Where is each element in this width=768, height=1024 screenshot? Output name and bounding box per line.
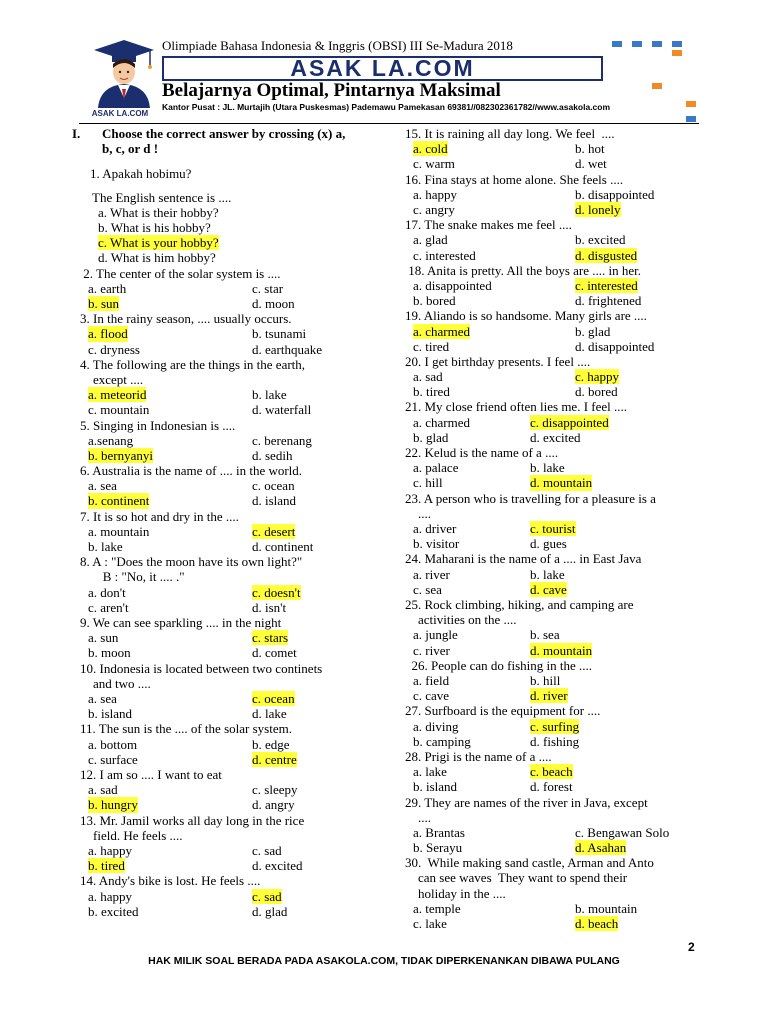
answer-option-row [405, 688, 705, 703]
answer-option: d. frightened [575, 293, 642, 309]
answer-option: c. Bengawan Solo [575, 824, 670, 840]
answer-option-row [405, 156, 705, 171]
answer-option: d. excited [252, 858, 303, 874]
brand-name: ASAK LA.COM [290, 55, 475, 81]
question-list [80, 156, 380, 918]
answer-option: a. jungle [413, 627, 458, 643]
answer-option: a. sun [88, 630, 119, 646]
question-item [405, 172, 705, 218]
question-text: 18. Anita is pretty. All the boys are .... in her. [405, 262, 642, 278]
answer-option: c. river [413, 642, 450, 658]
answer-option: b. tired [413, 384, 450, 400]
answer-option: b. bored [413, 293, 456, 309]
answer-option-row [90, 220, 380, 235]
answer-option: d. comet [252, 645, 297, 661]
answer-option: b. excited [575, 232, 626, 248]
answer-option-row [405, 627, 705, 642]
answer-option: b. Serayu [413, 840, 463, 856]
question-item [405, 354, 705, 400]
answer-option: d. excited [530, 429, 581, 445]
answer-option: c. lake [413, 916, 447, 932]
question-item [405, 658, 705, 704]
answer-option: c. cave [413, 688, 450, 704]
answer-option: b. glad [413, 429, 449, 445]
answer-option-row [405, 460, 705, 475]
answer-option-row [405, 567, 705, 582]
answer-option-row [405, 248, 705, 263]
question-item [80, 767, 380, 813]
question-text: can see waves They want to spend their [405, 870, 628, 886]
answer-option-row [80, 281, 380, 296]
question-item [80, 311, 380, 357]
answer-option: b. mountain [575, 900, 638, 916]
answer-option-correct: b. tired [88, 858, 125, 874]
question-item [405, 399, 705, 445]
answer-option: b. lake [530, 566, 565, 582]
question-text: 16. Fina stays at home alone. She feels .... [405, 171, 624, 187]
answer-option: a. sea [88, 478, 117, 494]
question-item [80, 615, 380, 661]
answer-option-correct: a. flood [88, 326, 128, 342]
answer-option-correct: d. mountain [530, 642, 593, 658]
answer-option: a. palace [413, 460, 459, 476]
answer-option-row [80, 904, 380, 919]
answer-option-row [80, 645, 380, 660]
answer-option: b. What is his hobby? [98, 220, 211, 235]
answer-option-row [80, 493, 380, 508]
answer-option: c. hill [413, 475, 443, 491]
question-text: 12. I am so .... I want to eat [80, 766, 222, 782]
question-item [405, 217, 705, 263]
question-text: .... [405, 505, 431, 521]
answer-option-row [80, 478, 380, 493]
question-text: activities on the .... [405, 612, 517, 628]
answer-option: a. happy [413, 186, 458, 202]
question-text: 29. They are names of the river in Java, except [405, 794, 648, 810]
answer-option-correct: d. Asahan [575, 840, 627, 856]
question-text: 21. My close friend often lies me. I feel .... [405, 399, 628, 415]
question-item [80, 661, 380, 722]
answer-option-row [80, 342, 380, 357]
answer-option-row [80, 752, 380, 767]
answer-option: a. What is their hobby? [98, 204, 219, 220]
answer-option: b. hill [530, 672, 561, 688]
answer-option: a. bottom [88, 736, 138, 752]
question-text: 1. Apakah hobimu? [90, 166, 192, 182]
answer-option: d. waterfall [252, 402, 312, 418]
answer-option-row [405, 673, 705, 688]
question-text: 3. In the rainy season, .... usually occurs. [80, 311, 292, 327]
answer-option-correct: b. continent [88, 493, 150, 509]
question-text: 22. Kelud is the name of a .... [405, 445, 559, 461]
decor-square-icon [686, 116, 696, 122]
question-text: B : "No, it .... ." [80, 569, 185, 585]
answer-option-row [405, 293, 705, 308]
question-item [80, 873, 380, 919]
page-number: 2 [688, 940, 695, 954]
answer-option-row [405, 232, 705, 247]
answer-option-correct: a. cold [413, 141, 448, 157]
answer-option: c. ocean [252, 478, 295, 494]
answer-option-row [80, 737, 380, 752]
answer-option: a. sea [88, 691, 117, 706]
answer-option-row [405, 779, 705, 794]
answer-option-row [90, 235, 380, 250]
question-text: 7. It is so hot and dry in the .... [80, 508, 239, 524]
tagline: Belajarnya Optimal, Pintarnya Maksimal [162, 80, 501, 101]
question-text: 25. Rock climbing, hiking, and camping are [405, 596, 634, 612]
question-item [405, 263, 705, 309]
question-item [405, 491, 705, 552]
question-item [80, 721, 380, 767]
instructions [72, 126, 380, 157]
answer-option-row [80, 448, 380, 463]
answer-option-correct: c. beach [530, 764, 573, 780]
answer-option-row [405, 369, 705, 384]
question-text: 23. A person who is travelling for a pleasure is a [405, 490, 656, 506]
answer-option-row [80, 600, 380, 615]
decor-square-icon [672, 50, 682, 56]
question-item [405, 308, 705, 354]
answer-option-row [80, 706, 380, 721]
answer-option-correct: c. desert [252, 523, 296, 539]
answer-option-row [80, 524, 380, 539]
answer-option-row [405, 187, 705, 202]
brand-banner [162, 56, 603, 81]
answer-option: b. edge [252, 736, 290, 752]
answer-option-correct: d. beach [575, 916, 619, 932]
answer-option-correct: b. bernyanyi [88, 447, 153, 463]
answer-option: a.senang [88, 432, 134, 448]
question-text: 28. Prigi is the name of a .... [405, 748, 552, 764]
answer-option-row [80, 843, 380, 858]
answer-option: c. interested [413, 247, 476, 263]
question-text: 20. I get birthday presents. I feel .... [405, 353, 591, 369]
question-item [80, 813, 380, 874]
office-address: Kantor Pusat : JL. Murtajih (Utara Puskesmas) Pademawu Pamekasan 69381//082302361782//www.asakola.com [162, 102, 611, 112]
instruction-line: Choose the correct answer by crossing (x) a, [102, 126, 346, 141]
question-text: 5. Singing in Indonesian is .... [80, 417, 236, 433]
answer-option-correct: d. mountain [530, 475, 593, 491]
answer-option-row [405, 415, 705, 430]
decor-square-icon [632, 41, 642, 47]
question-item [405, 551, 705, 597]
answer-option-correct: c. sad [252, 888, 282, 904]
question-text: The English sentence is .... [92, 189, 232, 205]
answer-option: d. wet [575, 156, 607, 172]
answer-option-correct: c. ocean [252, 691, 295, 706]
footer-notice: HAK MILIK SOAL BERADA PADA ASAKOLA.COM, TIDAK DIPERKENANKAN DIBAWA PULANG [148, 955, 620, 967]
answer-option: c. angry [413, 201, 455, 217]
question-item [80, 554, 380, 615]
answer-option: c. mountain [88, 402, 150, 418]
section-number: I. [72, 126, 81, 141]
answer-option-row [80, 539, 380, 554]
answer-option-row [405, 916, 705, 931]
event-title: Olimpiade Bahasa Indonesia & Inggris (OBSI) III Se-Madura 2018 [162, 38, 513, 53]
answer-option-row [405, 278, 705, 293]
answer-option: b. hot [575, 141, 605, 157]
questions-left-column [72, 126, 380, 919]
question-text: 26. People can do fishing in the .... [405, 657, 593, 673]
question-item [405, 795, 705, 856]
answer-option-row [405, 825, 705, 840]
answer-option-row [80, 782, 380, 797]
question-item [80, 509, 380, 555]
answer-option: c. sleepy [252, 782, 298, 798]
answer-option-correct: b. sun [88, 295, 120, 311]
decor-square-icon [652, 83, 662, 89]
answer-option-correct: a. meteorid [88, 387, 147, 403]
decor-square-icon [686, 101, 696, 107]
spacer [80, 156, 380, 166]
question-text: 30. While making sand castle, Arman and Anto [405, 855, 654, 871]
answer-option-row [80, 296, 380, 311]
answer-option: d. continent [252, 539, 314, 555]
decor-square-icon [652, 41, 662, 47]
answer-option: b. excited [88, 903, 139, 919]
answer-option-row [405, 339, 705, 354]
answer-option-row [405, 719, 705, 734]
answer-option-row [80, 889, 380, 904]
answer-option-row [90, 205, 380, 220]
answer-option: b. glad [575, 323, 611, 339]
answer-option-correct: c. What is your hobby? [98, 235, 219, 251]
answer-option: b. lake [530, 460, 565, 476]
question-item [405, 126, 705, 172]
answer-option-row [405, 901, 705, 916]
answer-option-row [405, 840, 705, 855]
answer-option-row [405, 430, 705, 445]
answer-option-row [80, 387, 380, 402]
instruction-line: b, c, or d ! [102, 141, 159, 157]
answer-option: a. disappointed [413, 277, 492, 293]
question-item [405, 749, 705, 795]
answer-option: b. lake [252, 387, 287, 403]
answer-option-row [405, 734, 705, 749]
header-divider [79, 123, 699, 124]
question-text: field. He feels .... [80, 827, 183, 843]
answer-option-correct: c. happy [575, 369, 620, 385]
answer-option: d. sedih [252, 447, 293, 463]
question-text: 13. Mr. Jamil works all day long in the rice [80, 812, 305, 828]
answer-option-row [405, 521, 705, 536]
answer-option: d. island [252, 493, 297, 509]
answer-option: d. earthquake [252, 341, 323, 357]
answer-option: a. diving [413, 718, 459, 734]
answer-option: d. forest [530, 779, 573, 795]
answer-option: a. happy [88, 888, 133, 904]
answer-option: a. driver [413, 521, 457, 537]
answer-option-correct: d. cave [530, 581, 567, 597]
spacer [90, 182, 380, 190]
question-item [80, 266, 380, 312]
answer-option-row [405, 764, 705, 779]
answer-option-row [405, 582, 705, 597]
answer-option-correct: c. interested [575, 277, 638, 293]
answer-option: c. sad [252, 842, 282, 858]
question-text: holiday in the .... [405, 885, 506, 901]
question-text: 8. A : "Does the moon have its own light?" [80, 554, 303, 570]
answer-option: c. berenang [252, 432, 312, 448]
answer-option-row [405, 202, 705, 217]
answer-option: d. disappointed [575, 338, 655, 354]
answer-option: a. happy [88, 842, 133, 858]
answer-option: d. isn't [252, 599, 287, 615]
answer-option-row [405, 475, 705, 490]
question-text: .... [405, 809, 431, 825]
answer-option: a. charmed [413, 414, 471, 430]
answer-option: a. sad [88, 782, 118, 798]
decor-square-icon [612, 41, 622, 47]
answer-option-correct: c. doesn't [252, 584, 301, 600]
question-text: 9. We can see sparkling .... in the night [80, 615, 282, 631]
answer-option: b. moon [88, 645, 131, 661]
answer-option: a. lake [413, 764, 447, 780]
answer-option-row [80, 585, 380, 600]
answer-option: a. field [413, 672, 450, 688]
answer-option-correct: c. surfing [530, 718, 580, 734]
answer-option: c. aren't [88, 599, 129, 615]
answer-option: d. gues [530, 536, 567, 552]
question-text: 10. Indonesia is located between two continets [80, 660, 323, 676]
answer-option-correct: d. river [530, 688, 568, 704]
answer-option: b. visitor [413, 536, 460, 552]
answer-option: c. tired [413, 338, 450, 354]
answer-option-correct: a. charmed [413, 323, 471, 339]
answer-option: a. sad [413, 369, 443, 385]
answer-option: d. What is him hobby? [98, 250, 216, 266]
answer-option: c. star [252, 280, 284, 296]
answer-option: c. surface [88, 751, 138, 767]
answer-option-row [80, 433, 380, 448]
answer-option: a. earth [88, 280, 127, 296]
answer-option: c. dryness [88, 341, 140, 357]
answer-option: d. lake [252, 706, 287, 722]
answer-option: b. tsunami [252, 326, 307, 342]
question-list [405, 126, 705, 931]
question-text: 2. The center of the solar system is .... [80, 265, 281, 281]
questions-right-column [405, 126, 705, 931]
answer-option-row [80, 797, 380, 812]
answer-option-row [405, 643, 705, 658]
answer-option: c. sea [413, 581, 442, 597]
question-item [405, 855, 705, 931]
question-text: and two .... [80, 675, 151, 691]
answer-option: d. glad [252, 903, 288, 919]
answer-option: d. moon [252, 295, 295, 311]
question-text: except .... [80, 371, 144, 387]
question-item [405, 597, 705, 658]
answer-option-correct: c. stars [252, 630, 289, 646]
question-text: 11. The sun is the .... of the solar system. [80, 721, 292, 737]
question-text: 14. Andy's bike is lost. He feels .... [80, 873, 261, 889]
answer-option-correct: c. disappointed [530, 414, 609, 430]
answer-option-correct: d. lonely [575, 201, 621, 217]
answer-option: b. sea [530, 627, 560, 643]
question-item [80, 166, 380, 265]
question-item [405, 445, 705, 491]
question-text: 17. The snake makes me feel .... [405, 217, 572, 233]
answer-option-row [80, 402, 380, 417]
answer-option-correct: d. centre [252, 751, 297, 767]
question-item [80, 357, 380, 418]
question-text: 27. Surfboard is the equipment for .... [405, 703, 601, 719]
answer-option: b. lake [88, 539, 123, 555]
answer-option: b. disappointed [575, 186, 655, 202]
question-text: 15. It is raining all day long. We feel .... [405, 126, 615, 141]
answer-option-row [80, 630, 380, 645]
answer-option-correct: b. hungry [88, 797, 138, 813]
answer-option: d. bored [575, 384, 618, 400]
answer-option-row [405, 536, 705, 551]
answer-option-row [405, 324, 705, 339]
question-text: 24. Maharani is the name of a .... in East Java [405, 551, 642, 567]
logo-caption: ASAK LA.COM [91, 109, 149, 118]
answer-option: a. don't [88, 584, 126, 600]
question-text: 19. Aliando is so handsome. Many girls are .... [405, 308, 647, 324]
decor-square-icon [672, 41, 682, 47]
answer-option: a. mountain [88, 523, 150, 539]
answer-option-correct: d. disgusted [575, 247, 638, 263]
answer-option-row [405, 384, 705, 399]
question-item [80, 463, 380, 509]
answer-option: c. warm [413, 156, 455, 172]
answer-option: a. Brantas [413, 824, 465, 840]
answer-option: a. glad [413, 232, 448, 248]
answer-option: d. angry [252, 797, 295, 813]
answer-option-correct: c. tourist [530, 521, 576, 537]
answer-option-row [80, 691, 380, 706]
answer-option-row [405, 141, 705, 156]
answer-option: b. camping [413, 733, 471, 749]
answer-option: b. island [413, 779, 458, 795]
question-item [80, 418, 380, 464]
page-header [0, 0, 768, 122]
question-item [405, 703, 705, 749]
answer-option: d. fishing [530, 733, 580, 749]
answer-option-row [80, 858, 380, 873]
answer-option: b. island [88, 706, 133, 722]
answer-option-row [80, 326, 380, 341]
question-text: 4. The following are the things in the earth, [80, 356, 306, 372]
question-text: 6. Australia is the name of .... in the world. [80, 463, 303, 479]
answer-option: a. temple [413, 900, 461, 916]
answer-option: a. river [413, 566, 450, 582]
answer-option-row [90, 250, 380, 265]
